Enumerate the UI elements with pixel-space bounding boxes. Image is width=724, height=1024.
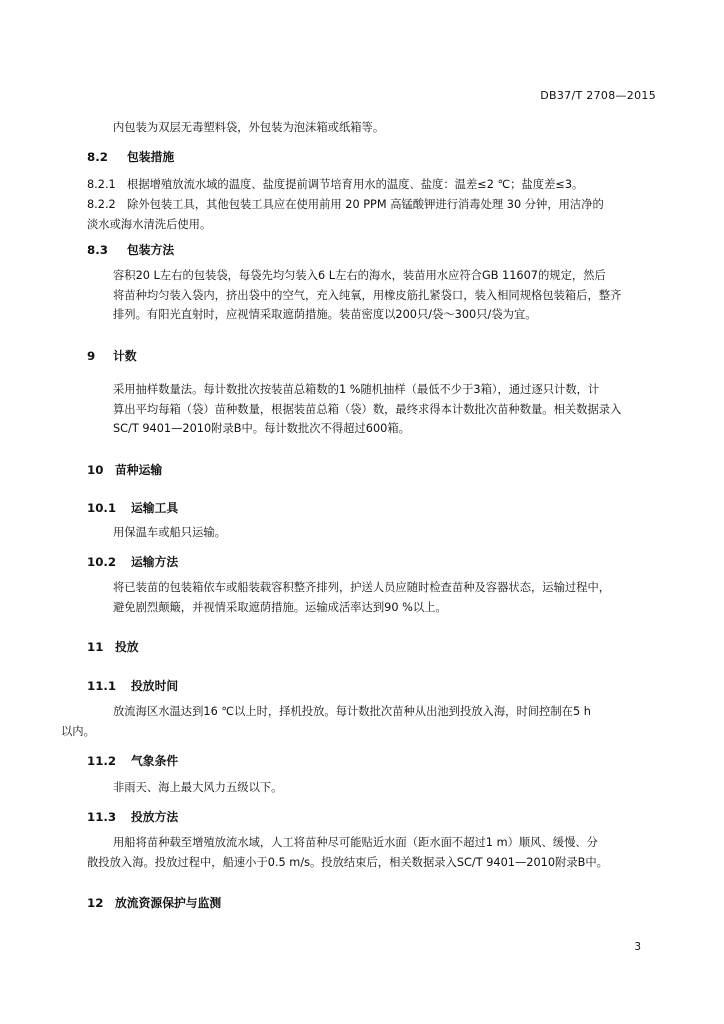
paragraph-9 <box>87 380 655 439</box>
paragraph-11-1 <box>61 702 655 741</box>
heading-11-1 <box>87 677 178 694</box>
heading-title: 放流资源保护与监测 <box>115 896 222 910</box>
heading-9 <box>87 347 137 364</box>
heading-number: 11 <box>87 640 104 654</box>
heading-title: 苗种运输 <box>115 463 163 477</box>
paragraph-8-3 <box>87 266 655 325</box>
heading-number: 8.2 <box>87 150 108 164</box>
heading-title: 计数 <box>113 349 137 363</box>
paragraph-8-2-2 <box>87 195 655 234</box>
text-line: 容积20 L左右的包装袋，每袋先均匀装入6 L左右的海水，装苗用水应符合GB 11607的规定，然后 <box>113 269 606 282</box>
heading-12 <box>87 894 221 911</box>
heading-11-3 <box>87 808 178 825</box>
heading-number: 10.2 <box>87 555 117 569</box>
text-line: 采用抽样数量法。每计数批次按装苗总箱数的1 %随机抽样（最低不少于3箱），通过逐只计数，计 <box>113 383 600 396</box>
heading-number: 11.1 <box>87 679 117 693</box>
heading-title: 包装方法 <box>127 243 175 257</box>
text-line: 内包装为双层无毒塑料袋，外包装为泡沫箱或纸箱等。 <box>113 121 385 134</box>
heading-title: 包装措施 <box>127 150 175 164</box>
heading-10-2 <box>87 553 178 570</box>
page-number: 3 <box>634 941 641 953</box>
heading-number: 10.1 <box>87 501 117 515</box>
document-code: DB37/T 2708—2015 <box>540 89 656 102</box>
text-line: 非雨天、海上最大风力五级以下。 <box>113 781 283 794</box>
paragraph-11-3 <box>87 833 655 872</box>
heading-title: 运输方法 <box>131 555 179 569</box>
heading-title: 投放 <box>115 640 139 654</box>
heading-8-3 <box>87 241 174 258</box>
heading-11 <box>87 638 139 655</box>
text-line: 用船将苗种载至增殖放流水域，人工将苗种尽可能贴近水面（距水面不超过1 m）顺风、缓慢、分 <box>113 836 598 849</box>
text-line: 散投放入海。投放过程中，船速小于0.5 m/s。投放结束后，相关数据录入SC/T 9401—2010附录B中。 <box>87 855 608 869</box>
text-line: 避免剧烈颠簸，并视情采取遮荫措施。运输成活率达到90 %以上。 <box>113 600 447 614</box>
text-line: 将苗种均匀装入袋内，挤出袋中的空气，充入纯氧，用橡皮筋扎紧袋口，装入相同规格包装箱后，整齐 <box>113 288 622 302</box>
paragraph-8-2-1 <box>87 175 655 195</box>
heading-title: 投放方法 <box>131 810 179 824</box>
heading-8-2 <box>87 148 174 165</box>
text-line: 以内。 <box>61 724 95 738</box>
heading-10-1 <box>87 499 178 516</box>
text-line: 排列。有阳光直射时，应视情采取遮荫措施。装苗密度以200只/袋～300只/袋为宜。 <box>113 308 537 321</box>
heading-title: 气象条件 <box>131 754 179 768</box>
heading-title: 运输工具 <box>131 501 179 515</box>
heading-10 <box>87 461 162 478</box>
text-line: 将已装苗的包装箱依车或船装载容积整齐排列，护送人员应随时检查苗种及容器状态，运输过程中， <box>113 581 611 594</box>
text-line: SC/T 9401—2010附录B中。每计数批次不得超过600箱。 <box>113 422 410 435</box>
heading-number: 11.3 <box>87 810 117 824</box>
paragraph-10-1 <box>87 523 655 543</box>
heading-number: 12 <box>87 896 104 910</box>
text-line: 8.2.2 除外包装工具，其他包装工具应在使用前用 20 PPM 高锰酸钾进行消毒处理 30 分钟，用洁净的 <box>87 198 604 211</box>
heading-11-2 <box>87 752 178 769</box>
heading-number: 10 <box>87 463 104 477</box>
text-line: 算出平均每箱（袋）苗种数量，根据装苗总箱（袋）数，最终求得本计数批次苗种数量。相关数据录入 <box>113 402 622 416</box>
heading-title: 投放时间 <box>131 679 179 693</box>
text-line: 用保温车或船只运输。 <box>113 526 226 539</box>
heading-number: 8.3 <box>87 243 108 257</box>
heading-number: 9 <box>87 349 96 363</box>
text-line: 淡水或海水清洗后使用。 <box>87 217 212 231</box>
paragraph-packaging-continued <box>87 118 655 138</box>
heading-number: 11.2 <box>87 754 117 768</box>
paragraph-10-2 <box>87 578 655 617</box>
paragraph-11-2 <box>87 778 655 798</box>
text-line: 8.2.1 根据增殖放流水域的温度、盐度提前调节培育用水的温度、盐度：温差≤2 ℃；盐度差≤3。 <box>87 178 584 191</box>
text-line: 放流海区水温达到16 ℃以上时，择机投放。每计数批次苗种从出池到投放入海，时间控制在5 h <box>113 705 591 718</box>
